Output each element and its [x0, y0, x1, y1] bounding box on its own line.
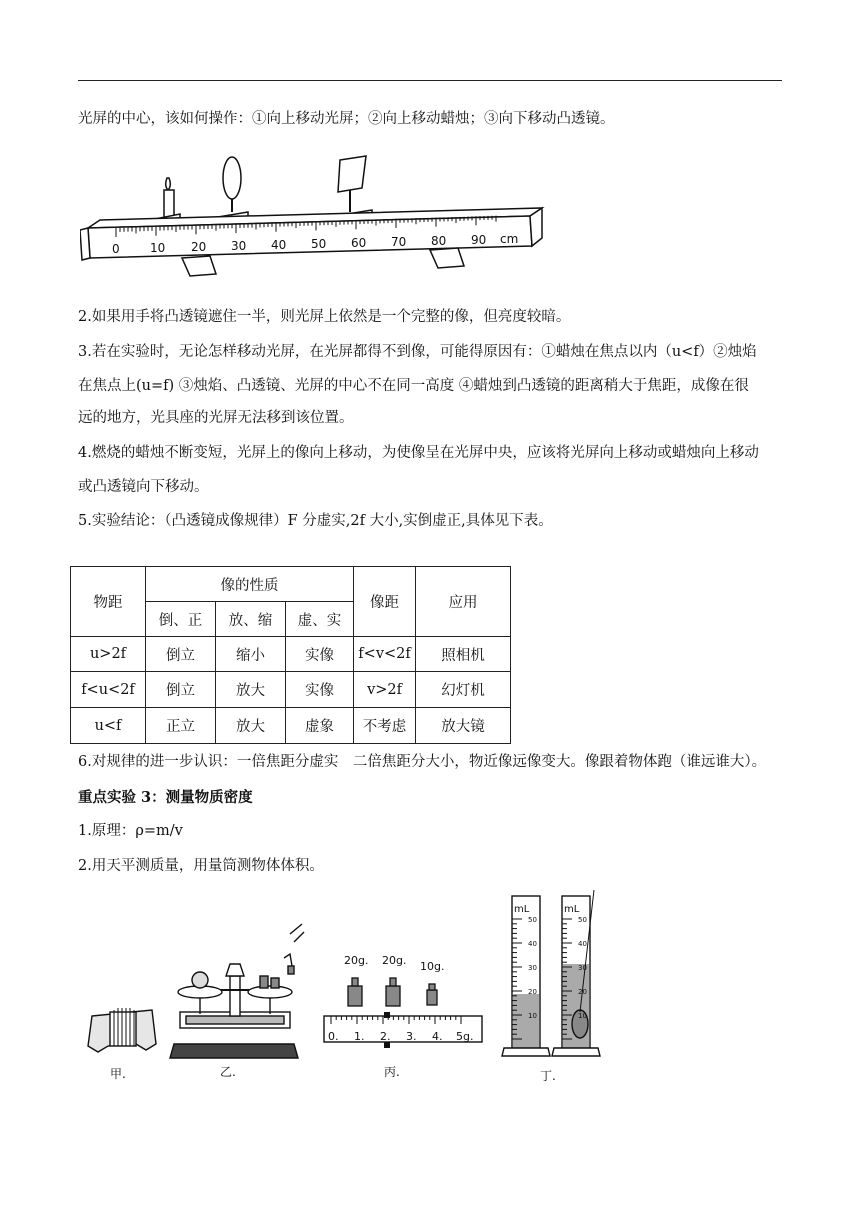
- section-title: 重点实验 3：测量物质密度: [78, 789, 253, 806]
- cell-application: 放大镜: [416, 708, 511, 744]
- para-4-line-2: 或凸透镜向下移动。: [78, 479, 209, 495]
- header-rule: [78, 80, 782, 81]
- cell-size: 放大: [216, 672, 286, 708]
- bench-tick-label: 90: [471, 233, 487, 247]
- figure-label-ding: 丁.: [540, 1069, 556, 1083]
- balance-scale-icon: [170, 924, 304, 1058]
- header-application: 应用: [416, 567, 511, 637]
- light-screen-icon: [338, 156, 366, 212]
- cylinder-unit-label: mL: [564, 904, 580, 915]
- bench-tick-label: 10: [150, 241, 166, 255]
- rider-scale-label: 0.: [328, 1030, 339, 1043]
- cell-type: 虚象: [286, 708, 354, 744]
- cell-size: 放大: [216, 708, 286, 744]
- cell-orientation: 倒立: [146, 672, 216, 708]
- rider-scale-label: 4.: [432, 1030, 443, 1043]
- candle-icon: [164, 178, 174, 220]
- rider-scale-label: 3.: [406, 1030, 417, 1043]
- density-principle: 1.原理：ρ=m/v: [78, 823, 183, 839]
- cell-object-distance: u>2f: [71, 637, 146, 672]
- subheader-orientation: 倒、正: [146, 602, 216, 637]
- table-row: [71, 708, 511, 744]
- cylinder-tick-label: 10: [528, 1012, 537, 1020]
- weight-label: 20g.: [344, 954, 369, 967]
- subheader-size: 放、缩: [216, 602, 286, 637]
- rider-scale-label: 5g.: [456, 1030, 474, 1043]
- bench-tick-label: 60: [351, 236, 367, 250]
- bench-tick-label: cm: [500, 232, 519, 246]
- cell-image-distance: 不考虑: [354, 708, 416, 744]
- cell-type: 实像: [286, 672, 354, 708]
- bench-tick-label: 70: [391, 235, 407, 249]
- cylinder-tick-label: 10: [578, 1012, 587, 1020]
- cylinder-tick-label: 20: [528, 988, 537, 996]
- cylinder-tick-label: 20: [578, 988, 587, 996]
- figure-label-bing: 丙.: [384, 1065, 400, 1079]
- cell-type: 实像: [286, 637, 354, 672]
- cell-object-distance: f<u<2f: [71, 672, 146, 708]
- bench-tick-label: 0: [112, 242, 120, 256]
- bench-tick-label: 50: [311, 237, 327, 251]
- tweezers-icon: [88, 1008, 156, 1052]
- weight-label: 10g.: [420, 960, 445, 973]
- optical-bench-figure: [80, 150, 550, 280]
- para-6: 6.对规律的进一步认识：一倍焦距分虚实 二倍焦距分大小，物近像远像变大。像跟着物体跑（谁远谁大）。: [78, 754, 767, 770]
- figure-label-jia: 甲.: [110, 1067, 126, 1081]
- intro-line: 光屏的中心，该如何操作：①向上移动光屏；②向上移动蜡烛；③向下移动凸透镜。: [78, 111, 615, 127]
- cylinder-tick-label: 30: [578, 964, 587, 972]
- cylinder-tick-label: 40: [528, 940, 537, 948]
- cell-image-distance: f<v<2f: [354, 637, 416, 672]
- subheader-type: 虚、实: [286, 602, 354, 637]
- header-image-distance: 像距: [354, 567, 416, 637]
- cell-application: 幻灯机: [416, 672, 511, 708]
- para-3-line-1: 3.若在实验时，无论怎样移动光屏，在光屏都得不到像，可能得原因有：①蜡烛在焦点以内（u<f）②烛焰: [78, 344, 757, 360]
- weight-label: 20g.: [382, 954, 407, 967]
- cell-object-distance: u<f: [71, 708, 146, 744]
- cylinder-unit-label: mL: [514, 904, 530, 915]
- rider-scale-label: 1.: [354, 1030, 365, 1043]
- table-row: [71, 637, 511, 672]
- weights-icon: [348, 978, 437, 1006]
- cell-application: 照相机: [416, 637, 511, 672]
- header-object-distance: 物距: [71, 567, 146, 637]
- convex-lens-icon: [223, 157, 241, 212]
- rider-scale-label: 2.: [380, 1030, 391, 1043]
- para-4-line-1: 4.燃烧的蜡烛不断变短，光屏上的像向上移动，为使像呈在光屏中央，应该将光屏向上移动或蜡烛向上移动: [78, 445, 759, 461]
- cylinder-tick-label: 50: [528, 916, 537, 924]
- cell-image-distance: v>2f: [354, 672, 416, 708]
- figure-label-yi: 乙.: [220, 1065, 236, 1079]
- para-2: 2.如果用手将凸透镜遮住一半，则光屏上依然是一个完整的像，但亮度较暗。: [78, 309, 571, 325]
- lens-imaging-table: [70, 566, 511, 744]
- bench-tick-label: 30: [231, 239, 247, 253]
- cylinder-tick-label: 30: [528, 964, 537, 972]
- bench-tick-label: 40: [271, 238, 287, 252]
- cell-size: 缩小: [216, 637, 286, 672]
- bench-tick-label: 20: [191, 240, 207, 254]
- header-image-nature: 像的性质: [146, 567, 354, 602]
- cylinder-tick-label: 50: [578, 916, 587, 924]
- para-5: 5.实验结论：（凸透镜成像规律）F 分虚实,2f 大小,实倒虚正,具体见下表。: [78, 513, 553, 529]
- bench-tick-label: 80: [431, 234, 447, 248]
- cell-orientation: 正立: [146, 708, 216, 744]
- density-figures: [80, 884, 620, 1094]
- cell-orientation: 倒立: [146, 637, 216, 672]
- table-row: [71, 672, 511, 708]
- density-method: 2.用天平测质量，用量筒测物体体积。: [78, 858, 324, 874]
- para-3-line-3: 远的地方，光具座的光屏无法移到该位置。: [78, 410, 354, 426]
- cylinder-tick-label: 40: [578, 940, 587, 948]
- para-3-line-2: 在焦点上(u=f) ③烛焰、凸透镜、光屏的中心不在同一高度 ④蜡烛到凸透镜的距离稍大于焦距，成像在很: [78, 378, 749, 394]
